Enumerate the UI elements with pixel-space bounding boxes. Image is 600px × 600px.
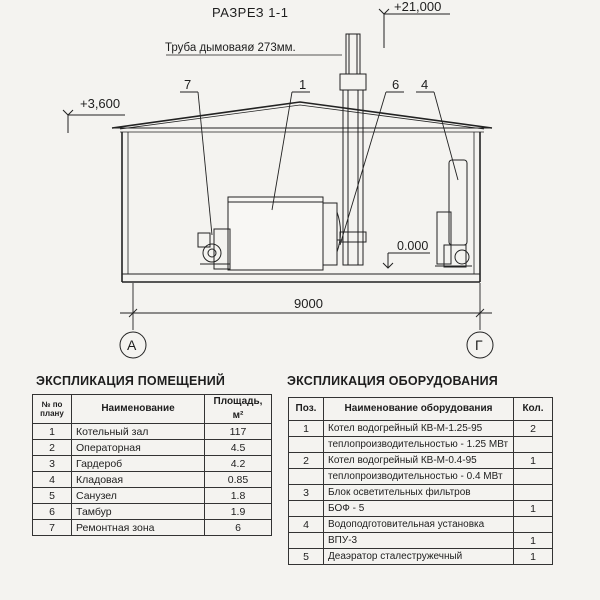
rooms-header-name: Наименование — [72, 395, 205, 424]
room-row-area: 1.9 — [205, 504, 272, 520]
equipment-row — [289, 517, 553, 533]
equipment-row-name: теплопроизводительностью - 0.4 МВт — [324, 469, 514, 485]
roof-elevation-label: +3,600 — [80, 96, 121, 111]
room-row — [33, 424, 272, 440]
equipment-row-name: Водоподготовительная установка — [324, 517, 514, 533]
equipment-row-qty: 1 — [514, 501, 553, 517]
equipment-row-pos: 5 — [289, 549, 324, 565]
room-row-name: Тамбур — [72, 504, 205, 520]
roof-elevation-mark — [63, 110, 125, 133]
equipment-row-qty: 1 — [514, 453, 553, 469]
equipment-row-name: БОФ - 5 — [324, 501, 514, 517]
equipment-row-qty: 1 — [514, 533, 553, 549]
equipment-row-pos — [289, 533, 324, 549]
room-row-name: Операторная — [72, 440, 205, 456]
equipment-row — [289, 549, 553, 565]
water-treatment-unit — [435, 160, 472, 267]
room-row-num: 4 — [33, 472, 72, 488]
equipment-row-qty — [514, 517, 553, 533]
room-row — [33, 440, 272, 456]
equipment-header-pos: Поз. — [289, 398, 324, 421]
equipment-row-name: Котел водогрейный КВ-М-1.25-95 — [324, 421, 514, 437]
equipment-row — [289, 437, 553, 453]
top-elevation-label: +21,000 — [394, 0, 442, 14]
equipment-row-qty: 1 — [514, 549, 553, 565]
equipment-row — [289, 453, 553, 469]
equipment-row-pos — [289, 501, 324, 517]
equipment-row-qty — [514, 485, 553, 501]
room-row-num: 2 — [33, 440, 72, 456]
room-row-area: 1.8 — [205, 488, 272, 504]
equipment-row-qty — [514, 469, 553, 485]
room-row-num: 7 — [33, 520, 72, 536]
rooms-header-num: № по плану — [33, 395, 72, 424]
chimney-label: Труба дымоваяø 273мм. — [165, 42, 296, 54]
room-row-num: 5 — [33, 488, 72, 504]
rooms-table — [32, 394, 272, 536]
equipment-header-name: Наименование оборудования — [324, 398, 514, 421]
equipment-table — [288, 397, 553, 565]
room-row-area: 4.5 — [205, 440, 272, 456]
equipment-row — [289, 421, 553, 437]
equipment-row-name: Котел водогрейный КВ-М-0.4-95 — [324, 453, 514, 469]
equipment-row-name: Блок осветительных фильтров — [324, 485, 514, 501]
equipment-row-qty: 2 — [514, 421, 553, 437]
equipment-row — [289, 469, 553, 485]
equipment-header-qty: Кол. — [514, 398, 553, 421]
equipment-header-row — [289, 398, 553, 421]
equipment-row-pos — [289, 437, 324, 453]
room-row-num: 1 — [33, 424, 72, 440]
chimney — [340, 34, 366, 265]
burner-unit — [198, 229, 230, 269]
axis-label-right: Г — [475, 337, 483, 353]
room-row — [33, 472, 272, 488]
rooms-title: ЭКСПЛИКАЦИЯ ПОМЕЩЕНИЙ — [36, 374, 226, 388]
room-row-area: 6 — [205, 520, 272, 536]
callout-4: 4 — [421, 77, 429, 92]
equipment-title: ЭКСПЛИКАЦИЯ ОБОРУДОВАНИЯ — [287, 374, 498, 388]
room-row-area: 117 — [205, 424, 272, 440]
floor-elevation-label: 0.000 — [397, 239, 429, 253]
equipment-row-name: ВПУ-3 — [324, 533, 514, 549]
equipment-row-pos — [289, 469, 324, 485]
equipment-row — [289, 501, 553, 517]
room-row — [33, 488, 272, 504]
equipment-row-pos: 3 — [289, 485, 324, 501]
room-row-area: 4.2 — [205, 456, 272, 472]
equipment-row — [289, 533, 553, 549]
rooms-header-row — [33, 395, 272, 424]
callout-6: 6 — [392, 77, 400, 92]
equipment-row-pos: 4 — [289, 517, 324, 533]
room-row — [33, 504, 272, 520]
callout-1: 1 — [299, 77, 307, 92]
dimension-label: 9000 — [294, 296, 323, 311]
top-elevation-mark — [379, 9, 450, 48]
room-row — [33, 520, 272, 536]
room-row-name: Ремонтная зона — [72, 520, 205, 536]
boiler — [228, 197, 343, 270]
equipment-row-name: теплопроизводительностью - 1.25 МВт — [324, 437, 514, 453]
room-row-name: Гардероб — [72, 456, 205, 472]
rooms-header-area: Площадь, м² — [205, 395, 272, 424]
room-row-num: 6 — [33, 504, 72, 520]
callout-7: 7 — [184, 77, 192, 92]
equipment-row-pos: 2 — [289, 453, 324, 469]
axis-label-left: А — [127, 337, 137, 353]
room-row-name: Санузел — [72, 488, 205, 504]
axis-markers — [120, 332, 493, 358]
room-row-name: Котельный зал — [72, 424, 205, 440]
section-title: РАЗРЕЗ 1-1 — [212, 5, 289, 20]
floor-elevation-mark — [383, 253, 430, 268]
equipment-row-qty — [514, 437, 553, 453]
room-row — [33, 456, 272, 472]
room-row-num: 3 — [33, 456, 72, 472]
equipment-row-name: Деаэратор сталестружечный — [324, 549, 514, 565]
room-row-name: Кладовая — [72, 472, 205, 488]
room-row-area: 0.85 — [205, 472, 272, 488]
equipment-row-pos: 1 — [289, 421, 324, 437]
equipment-row — [289, 485, 553, 501]
